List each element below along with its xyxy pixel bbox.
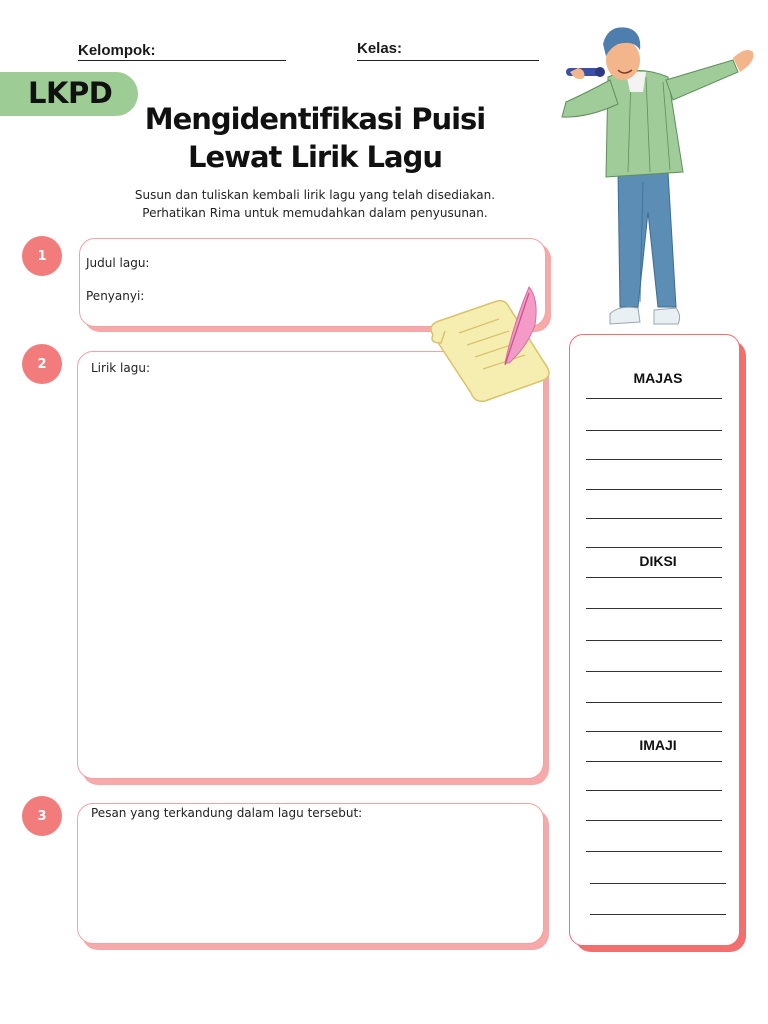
imaji-line[interactable] xyxy=(590,883,726,884)
diksi-heading: DIKSI xyxy=(639,553,677,569)
singer-illustration xyxy=(548,22,763,332)
section-3-box[interactable] xyxy=(77,803,544,944)
instruction-line-2: Perhatikan Rima untuk memudahkan dalam penyusunan. xyxy=(142,206,488,220)
page-title xyxy=(120,100,510,176)
imaji-line[interactable] xyxy=(586,790,722,791)
imaji-line[interactable] xyxy=(590,914,726,915)
scroll-quill-icon xyxy=(425,285,553,405)
class-label: Kelas: xyxy=(357,40,403,57)
imaji-heading: IMAJI xyxy=(639,737,677,753)
group-input-line[interactable] xyxy=(78,60,286,61)
section-number-2: 2 xyxy=(22,344,62,384)
imaji-line[interactable] xyxy=(586,761,722,762)
diksi-line[interactable] xyxy=(586,608,722,609)
singer-label: Penyanyi: xyxy=(86,289,145,303)
majas-line[interactable] xyxy=(586,518,722,519)
majas-line[interactable] xyxy=(586,430,722,431)
diksi-line[interactable] xyxy=(586,577,722,578)
majas-line[interactable] xyxy=(586,489,722,490)
title-line-2: Lewat Lirik Lagu xyxy=(188,140,442,174)
instruction-line-1: Susun dan tuliskan kembali lirik lagu yang telah disediakan. xyxy=(134,188,496,202)
lyrics-label: Lirik lagu: xyxy=(91,361,151,375)
message-label: Pesan yang terkandung dalam lagu tersebut: xyxy=(91,806,363,820)
majas-heading: MAJAS xyxy=(633,370,683,386)
class-input-line[interactable] xyxy=(357,60,539,61)
section-2-box[interactable] xyxy=(77,351,544,779)
imaji-line[interactable] xyxy=(586,851,722,852)
majas-line[interactable] xyxy=(586,398,722,399)
section-number-3: 3 xyxy=(22,796,62,836)
majas-line[interactable] xyxy=(586,459,722,460)
group-label: Kelompok: xyxy=(78,42,156,59)
diksi-line[interactable] xyxy=(586,702,722,703)
lkpd-badge-text: LKPD xyxy=(28,76,113,110)
title-line-1: Mengidentifikasi Puisi xyxy=(144,102,486,136)
song-title-label: Judul lagu: xyxy=(86,256,150,270)
section-number-1: 1 xyxy=(22,236,62,276)
imaji-line[interactable] xyxy=(586,820,722,821)
diksi-line[interactable] xyxy=(586,731,722,732)
instructions xyxy=(80,186,550,222)
diksi-line[interactable] xyxy=(586,671,722,672)
diksi-line[interactable] xyxy=(586,640,722,641)
majas-line[interactable] xyxy=(586,547,722,548)
